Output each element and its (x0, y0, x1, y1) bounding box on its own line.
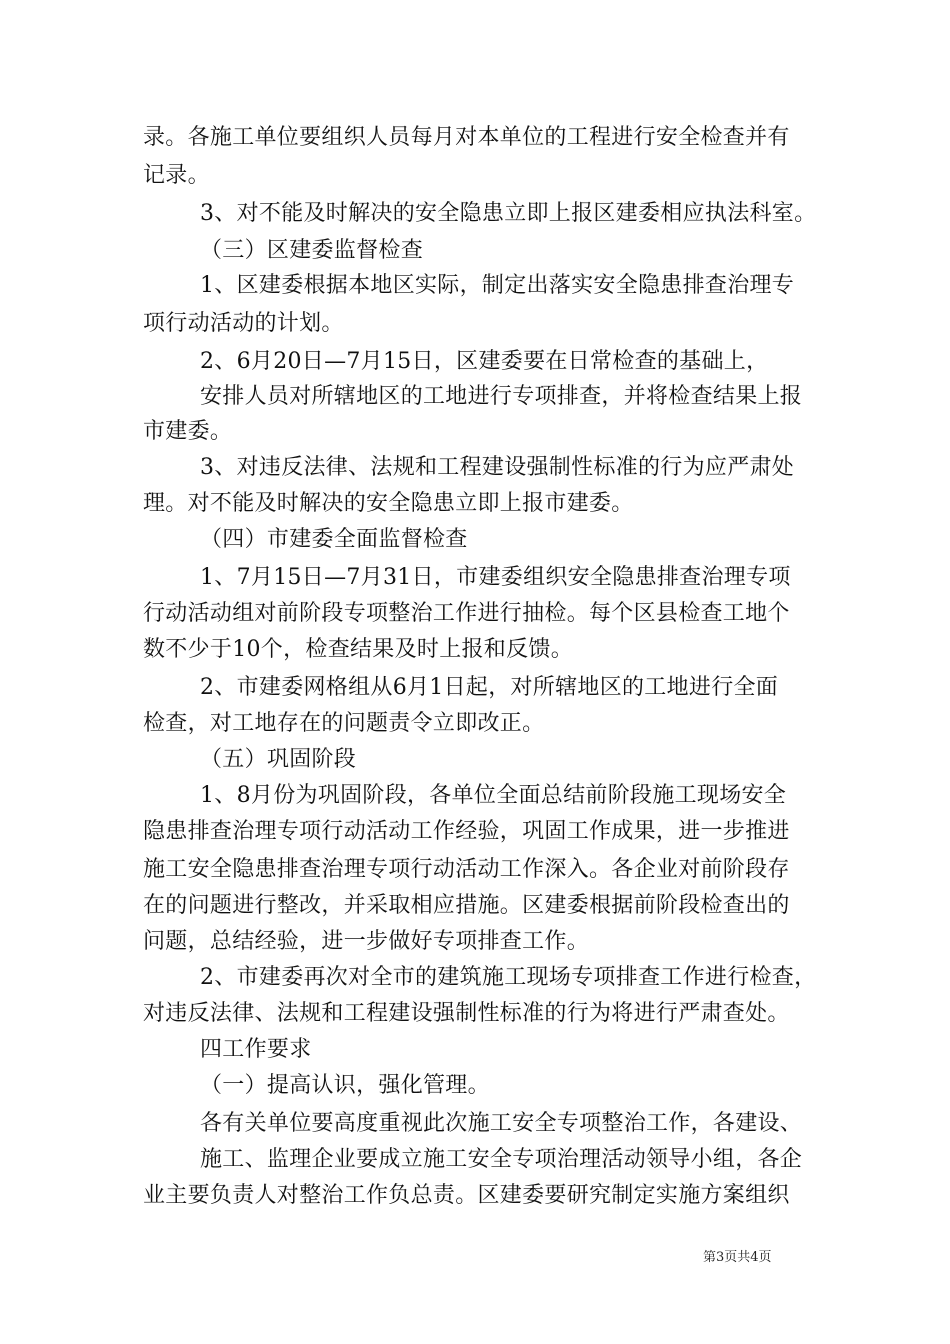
text-line: 录。各施工单位要组织人员每月对本单位的工程进行安全检查并有 (143, 125, 790, 150)
text-line: 2、市建委网格组从6月1日起，对所辖地区的工地进行全面 (200, 675, 779, 700)
text-line: 理。对不能及时解决的安全隐患立即上报市建委。 (143, 491, 634, 516)
page-number-footer: 第3页共4页 (703, 1250, 772, 1265)
section-heading: （三）区建委监督检查 (200, 238, 424, 263)
section-heading: （四）市建委全面监督检查 (200, 527, 468, 552)
text-line: 在的问题进行整改，并采取相应措施。区建委根据前阶段检查出的 (143, 893, 790, 918)
text-line: 记录。 (143, 163, 210, 188)
text-line: 检查，对工地存在的问题责令立即改正。 (143, 711, 545, 736)
section-heading: 四工作要求 (200, 1037, 312, 1062)
text-line: 3、对不能及时解决的安全隐患立即上报区建委相应执法科室。 (200, 201, 817, 226)
text-line: 2、市建委再次对全市的建筑施工现场专项排查工作进行检查， (200, 965, 817, 990)
text-line: 市建委。 (143, 419, 233, 444)
text-line: 数不少于10个，检查结果及时上报和反馈。 (143, 637, 573, 662)
text-line: 安排人员对所辖地区的工地进行专项排查，并将检查结果上报 (200, 384, 803, 409)
text-line: 1、8月份为巩固阶段，各单位全面总结前阶段施工现场安全 (200, 783, 787, 808)
text-line: 隐患排查治理专项行动活动工作经验，巩固工作成果，进一步推进 (143, 819, 790, 844)
text-line: 2、6月20日—7月15日，区建委要在日常检查的基础上， (200, 349, 769, 374)
text-line: 1、7月15日—7月31日，市建委组织安全隐患排查治理专项 (200, 565, 791, 590)
text-line: 各有关单位要高度重视此次施工安全专项整治工作，各建设、 (200, 1111, 803, 1136)
text-line: 3、对违反法律、法规和工程建设强制性标准的行为应严肃处 (200, 455, 795, 480)
text-line: 1、区建委根据本地区实际，制定出落实安全隐患排查治理专 (200, 273, 795, 298)
section-heading: （一）提高认识，强化管理。 (200, 1073, 490, 1098)
text-line: 施工、监理企业要成立施工安全专项治理活动领导小组，各企 (200, 1147, 803, 1172)
text-line: 业主要负责人对整治工作负总责。区建委要研究制定实施方案组织 (143, 1183, 790, 1208)
text-line: 对违反法律、法规和工程建设强制性标准的行为将进行严肃查处。 (143, 1001, 790, 1026)
section-heading: （五）巩固阶段 (200, 747, 357, 772)
text-line: 行动活动组对前阶段专项整治工作进行抽检。每个区县检查工地个 (143, 601, 790, 626)
text-line: 问题，总结经验，进一步做好专项排查工作。 (143, 929, 590, 954)
text-line: 项行动活动的计划。 (143, 311, 344, 336)
text-line: 施工安全隐患排查治理专项行动活动工作深入。各企业对前阶段存 (143, 857, 790, 882)
